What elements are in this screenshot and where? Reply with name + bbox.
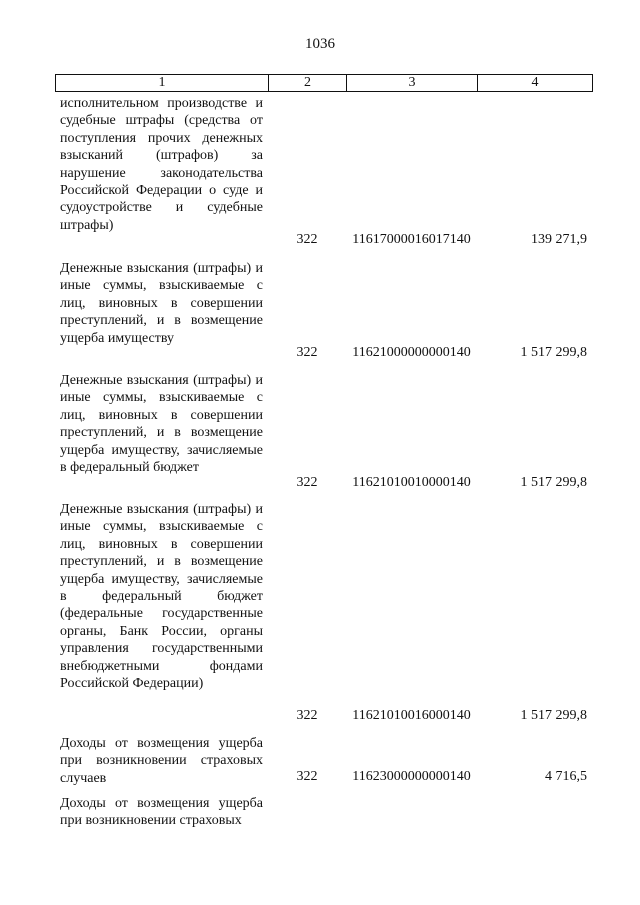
row-amount: 1 517 299,8: [520, 345, 587, 360]
row-amount: 139 271,9: [531, 232, 587, 247]
row-budget-code: 11621000000000140: [352, 345, 471, 360]
header-col-4: 4: [531, 75, 539, 90]
row-description: Доходы от возмещения ущерба при возникновении страховых: [60, 796, 263, 829]
header-col-3: 3: [347, 75, 478, 91]
header-col-1: 1: [56, 75, 269, 91]
row-budget-code: 11623000000000140: [352, 769, 471, 784]
row-description: Доходы от возмещения ущерба при возникновении страховых случаев: [60, 736, 263, 786]
row-amount: 1 517 299,8: [520, 708, 587, 723]
row-description: исполнительном производстве и судебные штрафы (средства от поступления прочих денежных взысканий (штрафов) за нарушение законодательства Российской Федерации о суде и судоустройстве и судебные штрафы): [60, 96, 263, 233]
row-admin-code: 322: [296, 708, 318, 723]
row-description: Денежные взыскания (штрафы) и иные суммы, взыскиваемые с лиц, виновных в совершении преступлений, и в возмещение ущерба имуществу: [60, 261, 263, 346]
row-admin-code: 322: [296, 232, 318, 247]
row-admin-code: 322: [296, 769, 318, 784]
page-number: 1036: [305, 36, 335, 52]
row-description: Денежные взыскания (штрафы) и иные суммы, взыскиваемые с лиц, виновных в совершении преступлений, и в возмещение ущерба имуществу, зачисляемые в федеральный бюджет: [60, 373, 263, 476]
row-description: Денежные взыскания (штрафы) и иные суммы, взыскиваемые с лиц, виновных в совершении преступлений, и в возмещение ущерба имуществу, зачисляемые в федеральный бюджет (федеральные государственные органы, Банк России, органы управления государственными внебюджетными фондами Российской Федерации): [60, 502, 263, 692]
row-admin-code: 322: [296, 475, 318, 490]
row-amount: 4 716,5: [545, 769, 587, 784]
row-budget-code: 11621010016000140: [352, 708, 471, 723]
row-budget-code: 11621010010000140: [352, 475, 471, 490]
table-header: [55, 74, 593, 92]
row-admin-code: 322: [296, 345, 318, 360]
row-budget-code: 11617000016017140: [352, 232, 471, 247]
row-amount: 1 517 299,8: [520, 475, 587, 490]
header-col-2: 2: [269, 75, 347, 91]
